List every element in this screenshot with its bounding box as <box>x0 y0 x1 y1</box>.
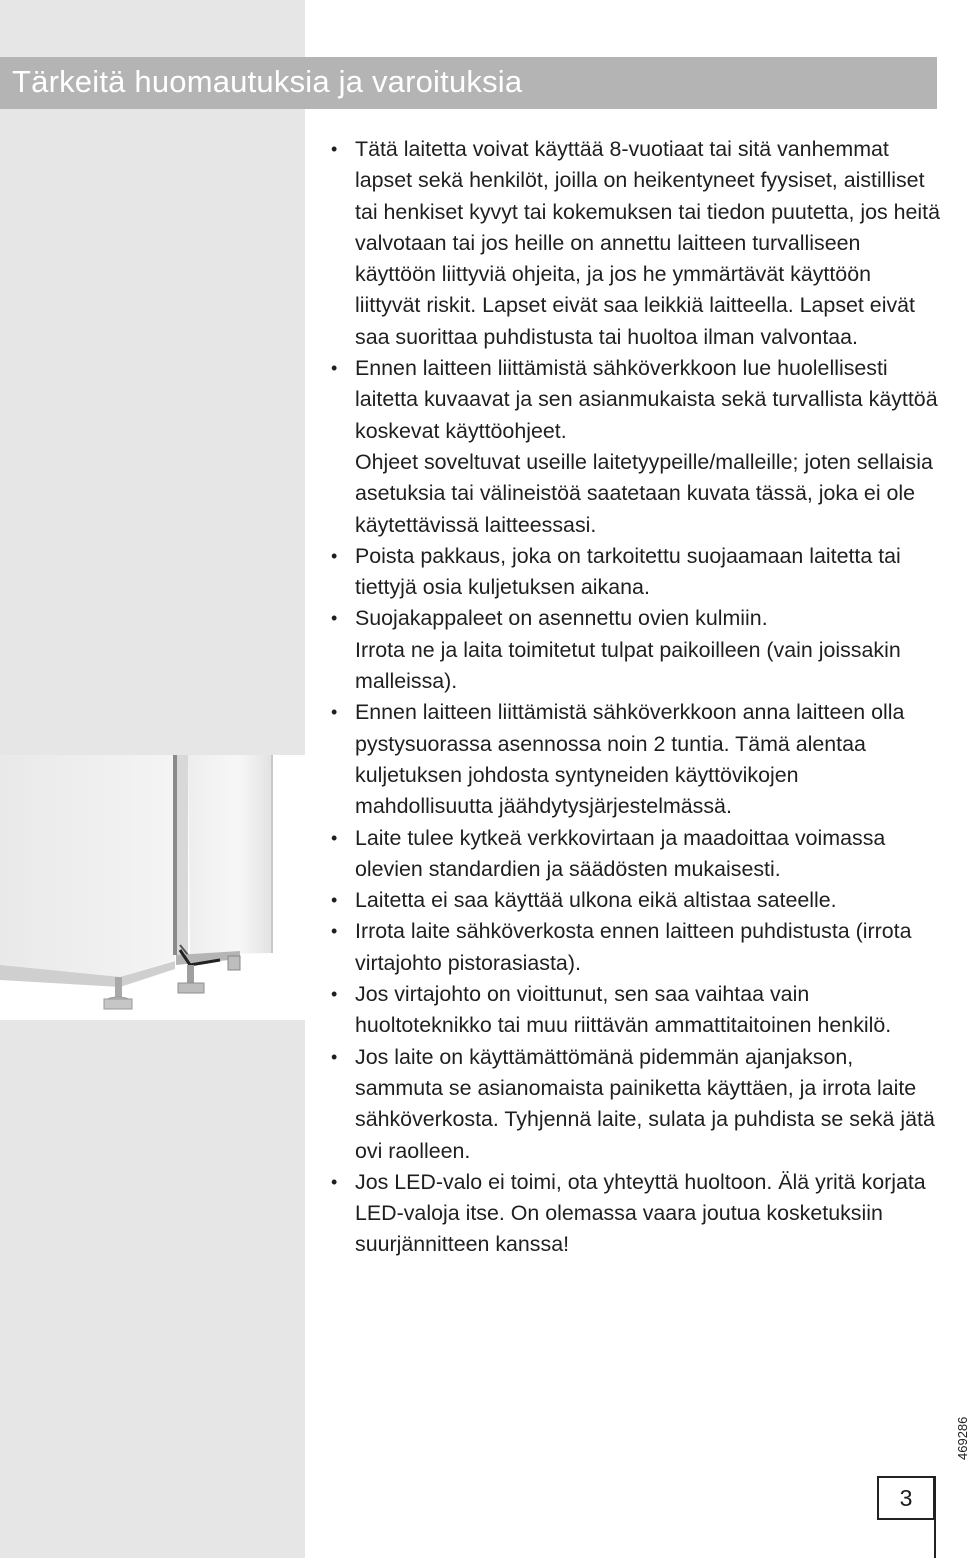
list-item <box>328 697 940 822</box>
bullet-paragraph: Jos LED-valo ei toimi, ota yhteyttä huoltoon. Älä yritä korjata LED-valoja itse. On olemassa vaara joutua kosketuksiin suurjännitteen kanssa! <box>355 1169 926 1257</box>
bullet-paragraph: Ennen laitteen liittämistä sähköverkkoon anna laitteen olla pystysuorassa asennossa noin 2 tuntia. Tämä alentaa kuljetuksen johdosta syntyneiden käyttövikojen mahdollisuutta jäähdytysjärjestelmässä. <box>355 700 905 819</box>
bullet-paragraph: Tätä laitetta voivat käyttää 8-vuotiaat tai sitä vanhemmat lapset sekä henkilöt, joilla on heikentyneet fyysiset, aistilliset tai henkiset kyvyt tai kokemuksen tai tiedon puutetta, jos heitä valvotaan tai jos heille on annettu laitteen turvalliseen käyttöön liittyviä ohjeita, ja jos he ymmärtävät käyttöön liittyvät riskit. Lapset eivät saa leikkiä laitteella. Lapset eivät saa suorittaa puhdistusta tai huoltoa ilman valvontaa. <box>355 137 941 349</box>
list-item <box>328 134 940 353</box>
bullet-dot-icon: • <box>331 984 338 1005</box>
bullet-dot-icon: • <box>331 139 338 159</box>
list-item <box>328 541 940 604</box>
list-item <box>328 823 940 886</box>
list-item <box>328 885 940 916</box>
list-item <box>328 1167 940 1261</box>
warnings-list <box>328 134 940 1261</box>
list-item <box>328 353 940 541</box>
bullet-paragraph: Ennen laitteen liittämistä sähköverkkoon lue huolellisesti laitetta kuvaavat ja sen asianmukaista sekä turvallista käyttöä koskevat käyttöohjeet. <box>355 356 938 443</box>
bullet-paragraph: Jos virtajohto on vioittunut, sen saa vaihtaa vain huoltoteknikko tai muu riittävän ammattitaitoinen henkilö. <box>355 982 892 1038</box>
page-number: 3 <box>877 1476 935 1520</box>
bullet-paragraph: Suojakappaleet on asennettu ovien kulmiin. <box>355 606 768 631</box>
document-code: 469286 <box>955 1416 970 1460</box>
bullet-dot-icon: • <box>331 921 338 942</box>
bullet-dot-icon: • <box>331 827 338 848</box>
bullet-dot-icon: • <box>331 608 338 629</box>
bullet-dot-icon: • <box>331 702 338 723</box>
list-item <box>328 603 940 697</box>
appliance-photo <box>0 755 305 1020</box>
bullet-dot-icon: • <box>331 1171 338 1192</box>
bullet-dot-icon: • <box>331 1046 338 1067</box>
list-item <box>328 1042 940 1167</box>
bullet-dot-icon: • <box>331 358 338 379</box>
bullet-paragraph: Irrota ne ja laita toimitetut tulpat paikoilleen (vain joissakin malleissa). <box>355 637 901 694</box>
page-number-rule <box>934 1476 936 1558</box>
page-title: Tärkeitä huomautuksia ja varoituksia <box>12 64 523 99</box>
bullet-paragraph: Ohjeet soveltuvat useille laitetyypeille/malleille; joten sellaisia asetuksia tai välineistöä saatetaan kuvata tässä, joka ei ole käytettävissä laitteessasi. <box>355 449 933 537</box>
bullet-paragraph: Jos laite on käyttämättömänä pidemmän ajanjakson, sammuta se asianomaista painiketta käyttäen, ja irrota laite sähköverkosta. Tyhjennä laite, sulata ja puhdista se sekä jätä ovi raolleen. <box>355 1044 935 1163</box>
list-item <box>328 916 940 979</box>
bullet-paragraph: Poista pakkaus, joka on tarkoitettu suojaamaan laitetta tai tiettyjä osia kuljetuksen aikana. <box>355 543 901 600</box>
section-title-bar <box>0 57 937 109</box>
bullet-paragraph: Laitetta ei saa käyttää ulkona eikä altistaa sateelle. <box>355 888 837 913</box>
fridge-foot-icon <box>0 755 305 1020</box>
bullet-dot-icon: • <box>331 890 338 911</box>
bullet-paragraph: Laite tulee kytkeä verkkovirtaan ja maadoittaa voimassa olevien standardien ja säädösten mukaisesti. <box>355 825 886 881</box>
list-item <box>328 979 940 1042</box>
bullet-paragraph: Irrota laite sähköverkosta ennen laitteen puhdistusta (irrota virtajohto pistorasiasta). <box>355 919 912 975</box>
bullet-dot-icon: • <box>331 545 338 566</box>
